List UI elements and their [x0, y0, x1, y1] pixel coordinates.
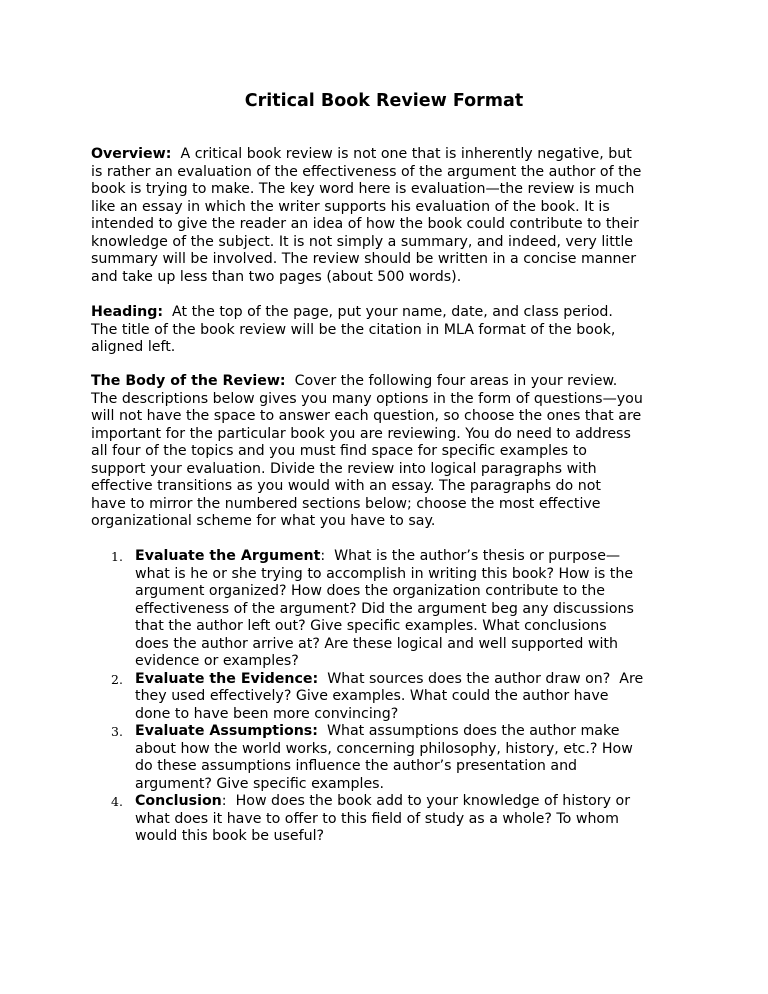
- list-number: 3.: [111, 724, 123, 739]
- body-line: The descriptions below gives you many options in the form of questions—you: [91, 390, 643, 407]
- overview-line: summary will be involved. The review should be written in a concise manner: [91, 251, 637, 267]
- list-item-label: Evaluate the Evidence:: [135, 670, 319, 687]
- overview-line: book is trying to make. The key word here is evaluation—the review is much: [91, 181, 635, 197]
- list-item-evaluate-argument: [0, 548, 768, 671]
- heading-line: The title of the book review will be the citation in MLA format of the book,: [91, 321, 616, 338]
- overview-line: like an essay in which the writer supports his evaluation of the book. It is: [91, 198, 610, 215]
- body-label: The Body of the Review:: [91, 373, 286, 389]
- overview-line: intended to give the reader an idea of how the book could contribute to their: [91, 216, 639, 232]
- list-item-label: Conclusion: [135, 793, 222, 809]
- overview-line: Overview: A critical book review is not one that is inherently negative, but: [91, 146, 632, 162]
- body-line: will not have the space to answer each question, so choose the ones that are: [91, 408, 642, 424]
- document-title: Critical Book Review Format: [244, 91, 524, 111]
- overview-line: knowledge of the subject. It is not simply a summary, and indeed, very little: [91, 233, 634, 250]
- list-item-label: Evaluate Assumptions:: [135, 723, 318, 739]
- body-line: support your evaluation. Divide the review into logical paragraphs with: [91, 460, 597, 477]
- heading-label: Heading:: [91, 304, 164, 320]
- review-areas-list: [0, 548, 768, 846]
- list-item-text: Conclusion: How does the book add to your knowledge of history or what does it have to offer to this field of study as a whole? To whom would this book be useful?: [135, 793, 631, 844]
- list-item-text: Evaluate Assumptions: What assumptions does the author make about how the world works, concerning philosophy, history, etc.? How do these assumptions influence the author’s presentation and argument? Give specific examples.: [135, 723, 633, 792]
- list-number: 1.: [111, 549, 123, 564]
- body-line: important for the particular book you are reviewing. You do need to address: [91, 425, 631, 442]
- list-item-text: Evaluate the Evidence: What sources does the author draw on? Are they used effectively? Give examples. What could the author have done to have been more convincing?: [135, 670, 644, 722]
- list-item-evaluate-evidence: [0, 671, 768, 724]
- list-item-evaluate-assumptions: [0, 723, 768, 793]
- list-number: 4.: [111, 794, 123, 809]
- heading-line: Heading: At the top of the page, put your name, date, and class period.: [91, 304, 613, 320]
- overview-paragraph: [91, 146, 691, 286]
- list-number: 2.: [111, 671, 123, 687]
- body-line: effective transitions as you would with an essay. The paragraphs do not: [91, 478, 601, 494]
- overview-line: and take up less than two pages (about 500 words).: [91, 268, 462, 285]
- body-line: organizational scheme for what you have to say.: [91, 513, 436, 529]
- list-item-label: Evaluate the Argument: [135, 548, 321, 564]
- overview-label: Overview:: [91, 146, 172, 162]
- body-line: The Body of the Review: Cover the following four areas in your review.: [91, 373, 618, 389]
- list-item-text: Evaluate the Argument: What is the author’s thesis or purpose— what is he or she trying to accomplish in writing this book? How is the argument organized? How does the organization contribute to the effectiveness of the argument? Did the argument beg any discussions that the author left out? Give specific examples. What conclusions does the author arrive at? Are these logical and well supported with evidence or examples?: [135, 548, 634, 669]
- list-item-conclusion: [0, 793, 768, 846]
- heading-line: aligned left.: [91, 339, 176, 355]
- body-line: have to mirror the numbered sections below; choose the most effective: [91, 495, 601, 512]
- heading-paragraph: [91, 304, 691, 357]
- body-of-review-paragraph: [91, 373, 691, 531]
- overview-line: is rather an evaluation of the effectiveness of the argument the author of the: [91, 163, 642, 180]
- body-line: all four of the topics and you must find space for specific examples to: [91, 443, 587, 459]
